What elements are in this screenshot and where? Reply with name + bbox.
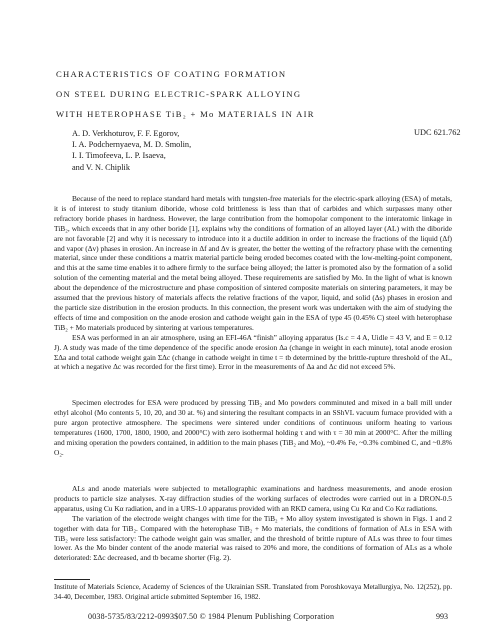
title-line-3: WITH HETEROPHASE TiB₂ + Mo MATERIALS IN AIR [56,109,315,119]
title-line-2: ON STEEL DURING ELECTRIC-SPARK ALLOYING [56,89,302,99]
udc-code: UDC 621.762 [414,128,461,137]
intro-section [54,194,452,372]
paragraph: The variation of the electrode weight changes with time for the TiB₂ + Mo alloy system investigated is shown in Figs. 1 and 2 together with data for TiB₂. Compared with the heterophase TiB₂ + Mo materials, the conditions of formation of ALs in ESA with TiB₂ were less satisfactory: The cathode weight gain was smaller, and the threshold of brittle rupture of ALs was three to four times lower. As the Mo binder content of the anode material was raised to 20% and more, the conditions of formation of ALs as a whole deteriorated: ΣΔc decreased, and tb became shorter (Fig. 2). [54,513,452,563]
paragraph: ALs and anode materials were subjected to metallographic examinations and hardness measurements, and anode erosion products to particle size analyses. X-ray diffraction studies of the working surfaces of electrodes were carried out in a DRON-0.5 apparatus, using Cu Kα radiation, and in a URS-1.0 apparatus provided with an RKD camera, using Cu Kα and Co Kα radiations. [54,484,452,513]
paragraph: Because of the need to replace standard hard metals with tungsten-free materials for the electric-spark alloying (ESA) of metals, it is of interest to study titanium diboride, whose cold brittleness is less than that of carbides and which surpasses many other refractory boride phases in hardness. However, the large contribution from the homopolar component to the interatomic linkage in TiB₂, which exceeds that in any other boride [1], explains why the conditions of formation of an alloyed layer (AL) with the diboride are not favorable [2] and why it is necessary to introduce into it a ductile addition in order to increase the fractions of the liquid (Δf) and vapor (Δv) phases in erosion. An increase in Δf and Δv is greater, the better the wetting of the refractory phase with the cementing material, since under these conditions a matrix material particle being eroded becomes coated with the low-melting-point component, and this at the same time enables it to adhere firmly to the surface being alloyed; the latter is promoted also by the formation of a solid solution of the cementing material and the metal being alloyed. These requirements are satisfied by Mo. In the light of what is known about the dependence of the microstructure and phase composition of sintered composite materials on sintering parameters, it may be assumed that the previous history of materials affects the relative fractions of the vapor, liquid, and solid (Δs) phases in erosion and the particle size distribution in the erosion products. In this connection, the present work was undertaken with the aim of studying the effects of time and composition on the anode erosion and cathode weight gain in the ESA of type 45 (0.45% C) steel with heterophase TiB₂ + Mo materials produced by sintering at various temperatures. [54,194,452,332]
author-line: I. A. Podchernyaeva, M. D. Smolin, [72,140,192,150]
title-line-1: CHARACTERISTICS OF COATING FORMATION [56,69,287,79]
author-line: A. D. Verkhoturov, F. F. Egorov, [72,129,180,138]
footnote: Institute of Materials Science, Academy of Sciences of the Ukrainian SSR. Translated from Poroshkovaya Metallurgiya, No. 12(252), pp. 34-40, December, 1983. Original article submitted September 16, 1982. [54,583,452,601]
copyright-line: 0038-5735/83/2212-0993$07.50 © 1984 Plenum Publishing Corporation [88,612,335,621]
results-section [54,484,452,563]
author-line: and V. N. Chiplik [72,162,131,172]
footnote-divider [54,579,90,580]
paragraph: ESA was performed in an air atmosphere, using an EFI-46A “finish” alloying apparatus (Is.c = 4 A, Uidle = 43 V, and E = 0.12 J). A study was made of the time dependence of the specific anode erosion Δa (change in weight in each minute), total anode erosion ΣΔa and total cathode weight gain ΣΔc (change in cathode weight in time t = tb determined by the brittle-rupture threshold of the AL, at which a negative Δc was recorded for the first time). Error in the measurements of Δa and Δc did not exceed 5%. [54,332,452,372]
article-title [56,64,315,124]
methods-section [54,398,452,457]
author-line: I. I. Timofeeva, L. P. Isaeva, [72,151,166,161]
author-list [72,128,191,173]
paragraph: Specimen electrodes for ESA were produced by pressing TiB₂ and Mo powders comminuted and mixed in a ball mill under ethyl alcohol (Mo contents 5, 10, 20, and 30 at. %) and sintering the resultant compacts in an SShVL vacuum furnace provided with a pure argon protective atmosphere. The specimens were sintered under conditions of continuous uniform heating to various temperatures (1600, 1700, 1800, 1900, and 2000°C) with zero isothermal holding τ and with τ = 30 min at 2000°C. After the milling and mixing operation the powders contained, in addition to the main phases (TiB₂ and Mo), ~0.4% Fe, ~0.3% combined C, and ~0.8% O₂. [54,398,452,457]
page-number: 993 [436,612,448,621]
